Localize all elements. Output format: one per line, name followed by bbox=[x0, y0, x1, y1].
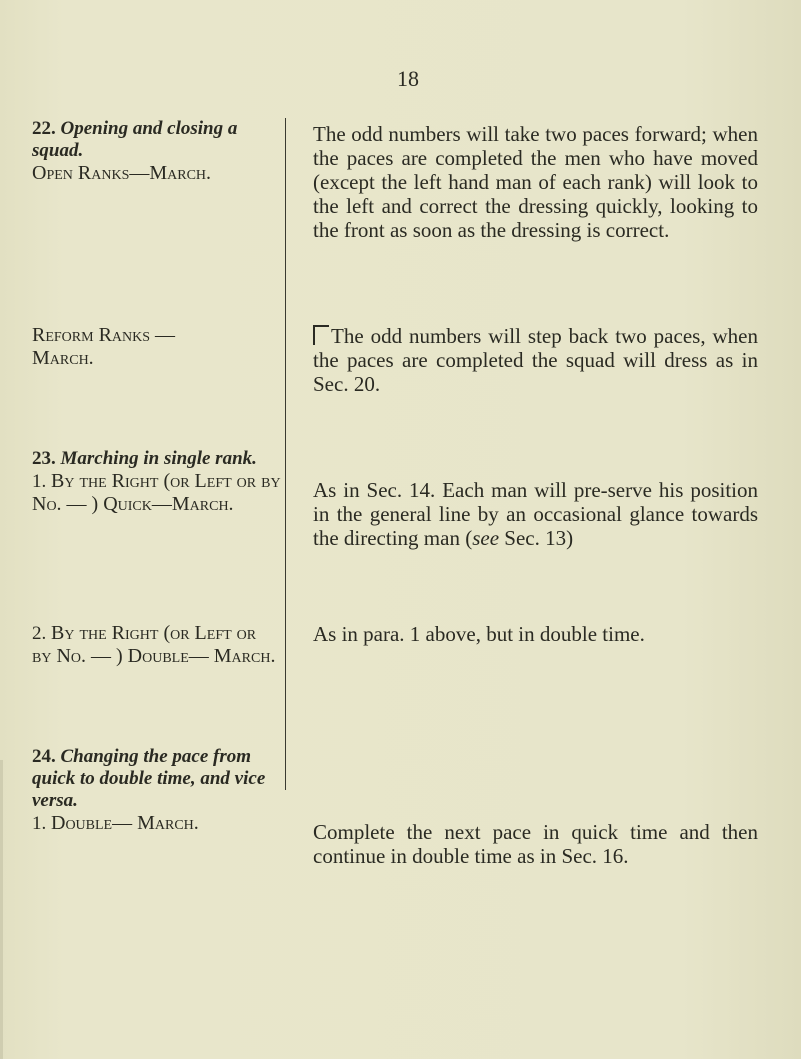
command-reform-ranks: Reform Ranks —March. bbox=[32, 324, 176, 369]
paragraph-mark bbox=[313, 325, 329, 345]
side-note-23 bbox=[32, 448, 282, 516]
page-edge-shadow bbox=[0, 760, 3, 1059]
command-quick-march: By the Right (or Left or by No. — ) Quick—March. bbox=[32, 470, 281, 515]
page-number: 18 bbox=[397, 66, 419, 91]
paragraph-23-2: As in para. 1 above, but in double time. bbox=[313, 622, 645, 646]
side-note-22 bbox=[32, 118, 282, 185]
command-double-march: Double— March. bbox=[51, 812, 199, 834]
sub-number: 1. bbox=[32, 471, 47, 492]
sub-number: 1. bbox=[32, 813, 47, 834]
command-double-march: By the Right (or Left or by No. — ) Double— March. bbox=[32, 622, 276, 667]
side-note-24 bbox=[32, 746, 272, 835]
command-open-ranks: Open Ranks—March. bbox=[32, 162, 212, 184]
section-number: 24. bbox=[32, 746, 56, 767]
text-part: Sec. 13) bbox=[499, 526, 574, 550]
margin-rule bbox=[285, 118, 286, 790]
sub-number: 2. bbox=[32, 623, 47, 644]
paragraph-22: The odd numbers will take two paces forward; when the paces are completed the men who have moved (except the left hand man of each rank) will look to the left and correct the dressing quickly, looking to the front as soon as the dressing is correct. bbox=[313, 122, 758, 242]
paragraph-23-1 bbox=[297, 478, 758, 550]
side-note-reform bbox=[32, 324, 232, 370]
side-note-23-2 bbox=[32, 622, 277, 668]
paragraph-24: Complete the next pace in quick time and then continue in double time as in Sec. 16. bbox=[313, 820, 758, 868]
section-title: Marching in single rank. bbox=[60, 448, 257, 469]
text-part: As in Sec. 14. Each man will pre-serve his position in the general line by an occasional glance towards the directing man ( bbox=[313, 478, 758, 550]
paragraph-reform bbox=[297, 324, 758, 396]
section-number: 22. bbox=[32, 118, 56, 139]
section-title: Opening and closing a squad. bbox=[32, 118, 238, 161]
text-see: see bbox=[472, 526, 500, 550]
section-title: Changing the pace from quick to double time, and vice versa. bbox=[32, 746, 266, 811]
section-number: 23. bbox=[32, 448, 56, 469]
paragraph-reform-text: The odd numbers will step back two paces, when the paces are completed the squad will dress as in Sec. 20. bbox=[313, 324, 758, 396]
